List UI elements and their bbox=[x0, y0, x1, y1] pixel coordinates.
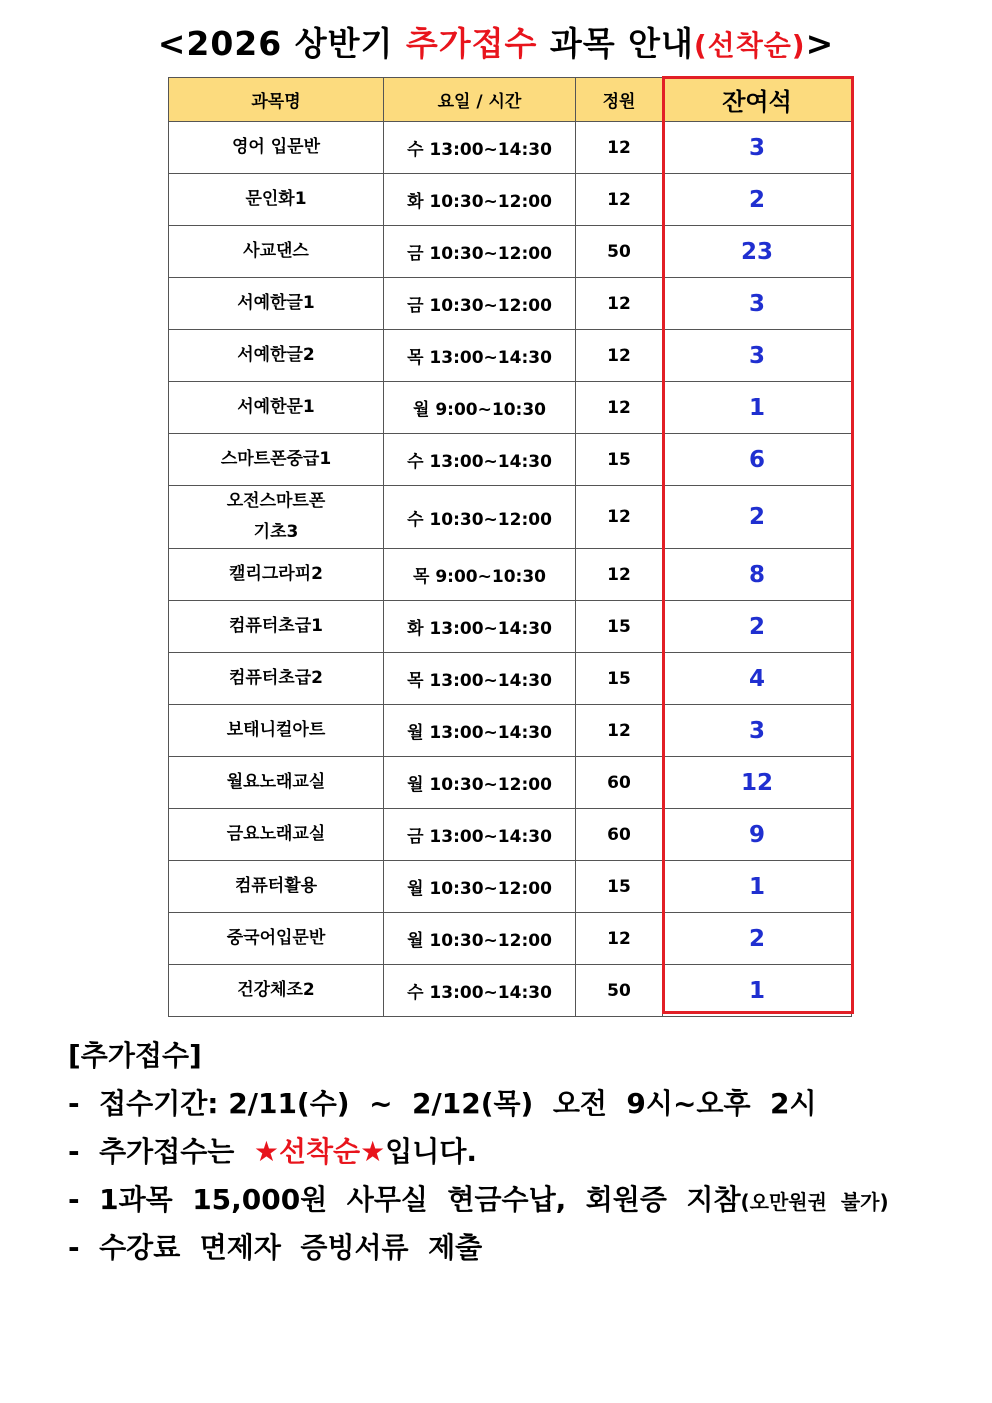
course-name-cell: 중국어입문반 bbox=[169, 913, 384, 965]
capacity-cell: 12 bbox=[576, 122, 663, 174]
capacity-cell: 50 bbox=[576, 965, 663, 1017]
capacity-cell: 12 bbox=[576, 486, 663, 549]
table-row bbox=[169, 486, 852, 549]
notes-first-come-highlight: ★선착순★ bbox=[253, 1135, 386, 1168]
title-end: > bbox=[805, 24, 835, 63]
day-time-cell: 월 9:00~10:30 bbox=[384, 382, 576, 434]
remaining-seats-cell: 3 bbox=[663, 278, 852, 330]
course-name-cell: 서예한문1 bbox=[169, 382, 384, 434]
notes-fee-small: (오만원권 불가) bbox=[740, 1190, 889, 1214]
notes-heading: [추가접수] bbox=[68, 1039, 202, 1072]
remaining-seats-cell: 23 bbox=[663, 226, 852, 278]
notes-exemption: - 수강료 면제자 증빙서류 제출 bbox=[68, 1231, 483, 1264]
header-remaining-seats: 잔여석 bbox=[663, 78, 852, 122]
table-row bbox=[169, 174, 852, 226]
table-row bbox=[169, 278, 852, 330]
capacity-cell: 15 bbox=[576, 601, 663, 653]
table-row bbox=[169, 757, 852, 809]
capacity-cell: 15 bbox=[576, 653, 663, 705]
table-row bbox=[169, 705, 852, 757]
table-row bbox=[169, 653, 852, 705]
course-name-cell: 건강체조2 bbox=[169, 965, 384, 1017]
remaining-seats-cell: 2 bbox=[663, 601, 852, 653]
day-time-cell: 목 9:00~10:30 bbox=[384, 549, 576, 601]
remaining-seats-cell: 12 bbox=[663, 757, 852, 809]
table-row bbox=[169, 330, 852, 382]
notes-period: - 접수기간: 2/11(수) ~ 2/12(목) 오전 9시~오후 2시 bbox=[68, 1087, 817, 1120]
remaining-seats-cell: 2 bbox=[663, 913, 852, 965]
remaining-seats-cell: 4 bbox=[663, 653, 852, 705]
page-title bbox=[0, 18, 992, 65]
course-name-cell: 금요노래교실 bbox=[169, 809, 384, 861]
remaining-seats-cell: 1 bbox=[663, 382, 852, 434]
table-row bbox=[169, 549, 852, 601]
remaining-seats-cell: 2 bbox=[663, 486, 852, 549]
table-row bbox=[169, 434, 852, 486]
capacity-cell: 60 bbox=[576, 757, 663, 809]
day-time-cell: 화 10:30~12:00 bbox=[384, 174, 576, 226]
capacity-cell: 60 bbox=[576, 809, 663, 861]
table-row bbox=[169, 965, 852, 1017]
course-name-cell: 컴퓨터초급2 bbox=[169, 653, 384, 705]
course-name-cell: 월요노래교실 bbox=[169, 757, 384, 809]
remaining-seats-cell: 2 bbox=[663, 174, 852, 226]
day-time-cell: 수 10:30~12:00 bbox=[384, 486, 576, 549]
remaining-seats-cell: 1 bbox=[663, 861, 852, 913]
capacity-cell: 15 bbox=[576, 861, 663, 913]
notes-first-come-suffix: 입니다. bbox=[385, 1135, 477, 1168]
title-middle: 과목 안내 bbox=[537, 24, 694, 63]
day-time-cell: 수 13:00~14:30 bbox=[384, 434, 576, 486]
remaining-seats-cell: 6 bbox=[663, 434, 852, 486]
course-name-cell: 서예한글2 bbox=[169, 330, 384, 382]
header-day-time: 요일 / 시간 bbox=[384, 78, 576, 122]
day-time-cell: 금 10:30~12:00 bbox=[384, 226, 576, 278]
table-row bbox=[169, 809, 852, 861]
notes-first-come bbox=[68, 1128, 889, 1176]
course-table bbox=[168, 77, 852, 1017]
day-time-cell: 월 10:30~12:00 bbox=[384, 913, 576, 965]
day-time-cell: 금 13:00~14:30 bbox=[384, 809, 576, 861]
table-row bbox=[169, 122, 852, 174]
course-name-cell: 컴퓨터활용 bbox=[169, 861, 384, 913]
course-name-cell: 오전스마트폰 기초3 bbox=[169, 486, 384, 549]
capacity-cell: 12 bbox=[576, 913, 663, 965]
course-name-cell: 컴퓨터초급1 bbox=[169, 601, 384, 653]
course-name-cell: 문인화1 bbox=[169, 174, 384, 226]
header-course-name: 과목명 bbox=[169, 78, 384, 122]
capacity-cell: 12 bbox=[576, 278, 663, 330]
table-header-row bbox=[169, 78, 852, 122]
day-time-cell: 수 13:00~14:30 bbox=[384, 122, 576, 174]
day-time-cell: 월 10:30~12:00 bbox=[384, 861, 576, 913]
table-row bbox=[169, 861, 852, 913]
notes-fee-main: - 1과목 15,000원 사무실 현금수납, 회원증 지참 bbox=[68, 1183, 741, 1216]
day-time-cell: 목 13:00~14:30 bbox=[384, 653, 576, 705]
capacity-cell: 12 bbox=[576, 330, 663, 382]
remaining-seats-cell: 8 bbox=[663, 549, 852, 601]
title-prefix: <2026 상반기 bbox=[157, 24, 406, 63]
notes-fee bbox=[68, 1176, 889, 1224]
table-row bbox=[169, 913, 852, 965]
capacity-cell: 12 bbox=[576, 549, 663, 601]
remaining-seats-cell: 3 bbox=[663, 330, 852, 382]
remaining-seats-cell: 3 bbox=[663, 122, 852, 174]
day-time-cell: 월 10:30~12:00 bbox=[384, 757, 576, 809]
remaining-seats-cell: 1 bbox=[663, 965, 852, 1017]
course-name-cell: 스마트폰중급1 bbox=[169, 434, 384, 486]
course-name-cell: 사교댄스 bbox=[169, 226, 384, 278]
course-name-cell: 서예한글1 bbox=[169, 278, 384, 330]
day-time-cell: 목 13:00~14:30 bbox=[384, 330, 576, 382]
day-time-cell: 금 10:30~12:00 bbox=[384, 278, 576, 330]
table-row bbox=[169, 601, 852, 653]
table-row bbox=[169, 382, 852, 434]
capacity-cell: 15 bbox=[576, 434, 663, 486]
day-time-cell: 수 13:00~14:30 bbox=[384, 965, 576, 1017]
table-row bbox=[169, 226, 852, 278]
day-time-cell: 월 13:00~14:30 bbox=[384, 705, 576, 757]
course-name-cell: 보태니컬아트 bbox=[169, 705, 384, 757]
capacity-cell: 12 bbox=[576, 174, 663, 226]
day-time-cell: 화 13:00~14:30 bbox=[384, 601, 576, 653]
course-name-cell: 영어 입문반 bbox=[169, 122, 384, 174]
notes-first-come-prefix: - 추가접수는 bbox=[68, 1135, 254, 1168]
capacity-cell: 50 bbox=[576, 226, 663, 278]
title-highlight: 추가접수 bbox=[405, 24, 538, 63]
header-capacity: 정원 bbox=[576, 78, 663, 122]
title-first-come: (선착순) bbox=[693, 29, 806, 62]
additional-registration-notes bbox=[68, 1032, 889, 1272]
capacity-cell: 12 bbox=[576, 705, 663, 757]
capacity-cell: 12 bbox=[576, 382, 663, 434]
remaining-seats-cell: 3 bbox=[663, 705, 852, 757]
course-name-cell: 캘리그라피2 bbox=[169, 549, 384, 601]
remaining-seats-cell: 9 bbox=[663, 809, 852, 861]
